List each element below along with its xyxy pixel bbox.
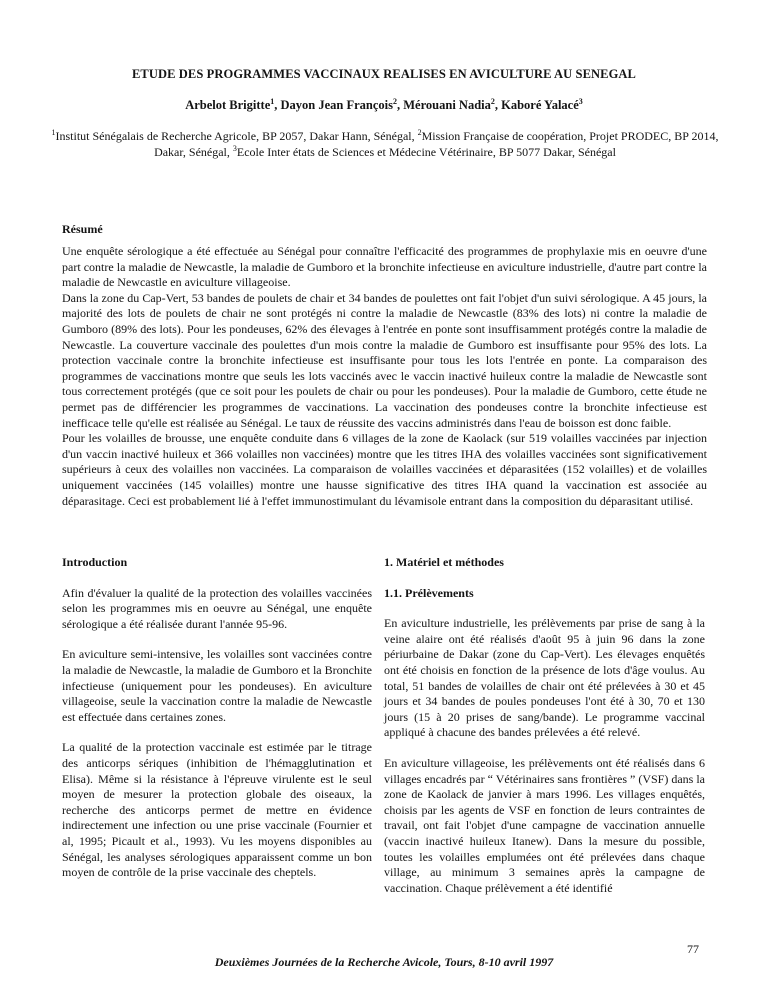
abstract-heading: Résumé [62,222,103,236]
author-name: Arbelot Brigitte [185,98,271,112]
abstract [62,244,707,509]
introduction-heading: Introduction [62,555,128,569]
affiliation-1: Institut Sénégalais de Recherche Agricole, BP 2057, Dakar Hann, Sénégal, [55,129,415,143]
affiliation-2: Mission Française de coopération, Projet PRODEC, BP 2014, Dakar, Sénégal, [154,129,719,159]
affiliation-marker: 3 [232,144,237,153]
body-paragraph: La qualité de la protection vaccinale est estimée par le titrage des anticorps sériques (inhibition de l'hémagglutination et Elisa). Même si la résistance à l'épreuve virulente est le seul moyen de mesurer la protection globale des oiseaux, la recherche des anticorps permet de mettre en évidence indirectement une infection ou une prise vaccinale (Fournier et al, 1995; Picault et al., 1993). Vu les moyens disponibles au Sénégal, les analyses sérologiques apparaissent comme un bon moyen de contrôle de la prise vaccinale des cheptels. [62,740,372,880]
author-affiliation-marker: 3 [578,96,583,106]
body-paragraph: En aviculture villageoise, les prélèvements ont été réalisés dans 6 villages encadrés par “ Vétérinaires sans frontières ” (VSF) dans la zone de Kaolack de janvier à mars 1996. Les villages enquêtés, choisis par les agents de VSF en fonction de leurs contraintes de travail, ont fait l'objet d'une campagne de vaccination annuelle (vaccin inactivé huileux Itanew). Dans la mesure du possible, toutes les volailles emplumées ont été prélevées dans chaque village, au minimum 3 semaines après la campagne de vaccination. Chaque prélèvement a été identifié [384,755,705,895]
abstract-paragraph: Dans la zone du Cap-Vert, 53 bandes de poulets de chair et 34 bandes de poulettes ont fait l'objet d'un suivi sérologique. A 45 jours, la majorité des lots de poulets de chair ne sont protégés ni contre la maladie de Newcastle (83% des lots) ni contre la maladie de Gumboro (89% des lots). Pour les pondeuses, 62% des élevages à l'entrée en ponte sont insuffisamment protégés contre la maladie de Newcastle. La couverture vaccinale des poulettes d'un mois contre la maladie de Gumboro est insuffisante pour 95% des lots. La protection vaccinale contre la bronchite infectieuse est insuffisante pour tous les lots l'entrée en ponte. La comparaison des programmes de vaccinations montre que seuls les lots vaccinés avec le vaccin inactivé huileux contre la maladie de Newcastle sont tous correctement protégés (que ce soit pour les poulets de chair ou pour les pondeuses). Pour la maladie de Gumboro, cette étude ne permet pas de différencier les programmes de vaccinations. La vaccination des pondeuses contre la bronchite infectieuse est inefficace telle qu'elle est réalisée au Sénégal. Le taux de réussite des vaccins administrés dans l'eau de boisson est donc faible. [62,290,707,430]
author-list: Arbelot Brigitte$^1$, Dayon Jean François$^2$, Mérouani Nadia$^2$, Kaboré Yalacé$^3$ [185,96,583,112]
methods-heading: 1. Matériel et méthodes [384,555,504,569]
author-name: Mérouani Nadia [403,98,491,112]
sampling-subheading: 1.1. Prélèvements [384,585,474,600]
abstract-paragraph: Pour les volailles de brousse, une enquête conduite dans 6 villages de la zone de Kaolack (sur 519 volailles vaccinées par injection d'un vaccin inactivé huileux et 366 volailles non vaccinées) montre que les titres IHA des volailles vaccinées sont significativement supérieurs à ceux des volailles non vaccinées. La comparaison de volailles vaccinées et déparasitées (152 volailles) et de volailles uniquement vaccinées (145 volailles) montre une hausse significative des titres IHA quand la vaccination est associée au déparasitage. Ceci est probablement lié à l'effet immunostimulant du lévamisole entrant dans la composition du déparasitant utilisé. [62,431,707,508]
affiliation-3: Ecole Inter états de Sciences et Médecine Vétérinaire, BP 5077 Dakar, Sénégal [236,145,616,159]
affiliations [46,128,724,160]
author-affiliation-marker: 2 [393,96,397,106]
author-name: Kaboré Yalacé [501,98,579,112]
running-footer: Deuxièmes Journées de la Recherche Avicole, Tours, 8-10 avril 1997 [214,955,554,969]
author-affiliation-marker: 1 [270,96,275,106]
author-affiliation-marker: 2 [490,96,495,106]
body-paragraph: Afin d'évaluer la qualité de la protection des volailles vaccinées selon les programmes mis en oeuvre au Sénégal, une enquête sérologique a été réalisée durant l'année 95-96. [62,585,372,631]
right-column [384,555,705,911]
author-name: Dayon Jean François [280,98,393,112]
left-column [62,555,372,896]
affiliation-marker: 2 [417,128,422,137]
paper-title: ETUDE DES PROGRAMMES VACCINAUX REALISES EN AVICULTURE AU SENEGAL [132,67,636,81]
body-paragraph: En aviculture semi-intensive, les volailles sont vaccinées contre la maladie de Newcastle, la maladie de Gumboro et la Bronchite infectieuse (uniquement pour les pondeuses). En aviculture villageoise, seule la vaccination contre la maladie de Newcastle est effectuée dans certaines zones. [62,647,372,724]
affiliation-marker: 1 [51,128,56,137]
abstract-paragraph: Une enquête sérologique a été effectuée au Sénégal pour connaître l'efficacité des programmes de prophylaxie mis en oeuvre d'une part contre la maladie de Newcastle, la maladie de Gumboro et la bronchite infectieuse en aviculture industrielle, d'autre part contre la maladie de Newcastle en aviculture villageoise. [62,244,707,290]
page-number: 77 [687,942,699,956]
body-paragraph: En aviculture industrielle, les prélèvements par prise de sang à la veine alaire ont été réalisés d'août 95 à juin 96 dans la zone périurbaine de Dakar (zone du Cap-Vert). Les élevages enquêtés ont été choisis en fonction de la présence de lots d'âge voulus. Au total, 51 bandes de volailles de chair ont été prélevées à 30 et 45 jours et 34 bandes de poules pondeuses l'ont été à 30, 70 et 130 jours (15 à 20 prises de sang/bande). Le programme vaccinal appliqué à chacune des bandes prélevées a été relevé. [384,616,705,740]
